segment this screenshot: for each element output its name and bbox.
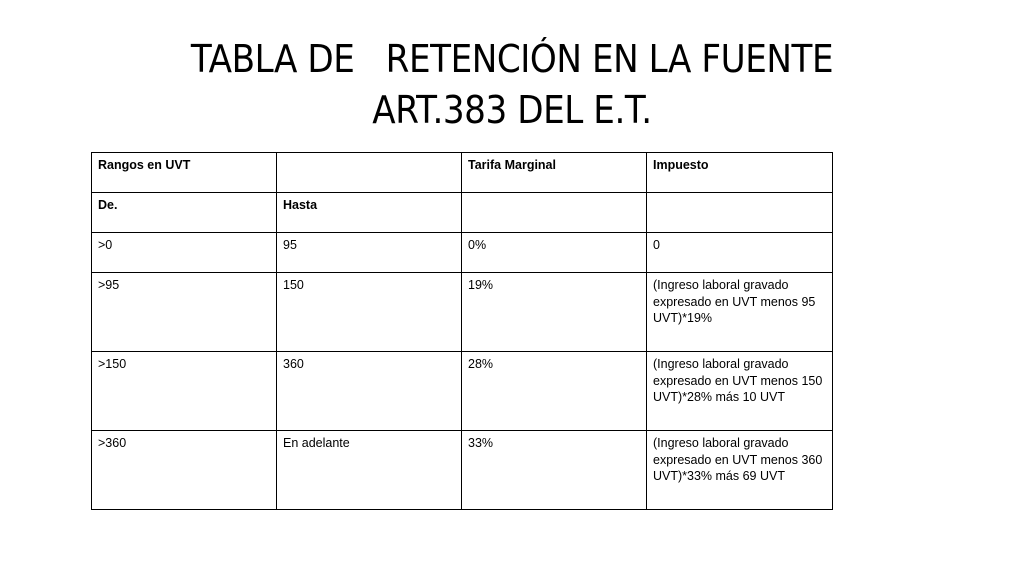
retention-table (91, 152, 833, 510)
header-cell-empty (277, 153, 462, 193)
cell-de: >150 (92, 352, 277, 431)
cell-hasta: 360 (277, 352, 462, 431)
header-cell-rangos: Rangos en UVT (92, 153, 277, 193)
cell-impuesto: (Ingreso laboral gravado expresado en UVT menos 95 UVT)*19% (647, 273, 833, 352)
cell-de: >0 (92, 233, 277, 273)
cell-de: >95 (92, 273, 277, 352)
subheader-cell-hasta: Hasta (277, 193, 462, 233)
cell-hasta: 150 (277, 273, 462, 352)
table-row (92, 233, 833, 273)
cell-hasta: 95 (277, 233, 462, 273)
cell-tarifa: 33% (462, 431, 647, 510)
table-row (92, 352, 833, 431)
table-row (92, 273, 833, 352)
header-cell-impuesto: Impuesto (647, 153, 833, 193)
table-header-row (92, 153, 833, 193)
cell-tarifa: 0% (462, 233, 647, 273)
slide-title-line-1: TABLA DE RETENCIÓN EN LA FUENTE (190, 37, 834, 81)
subheader-cell-empty (462, 193, 647, 233)
cell-hasta: En adelante (277, 431, 462, 510)
table-subheader-row (92, 193, 833, 233)
slide-title-line-2: ART.383 DEL E.T. (372, 88, 652, 132)
cell-de: >360 (92, 431, 277, 510)
table-row (92, 431, 833, 510)
cell-tarifa: 28% (462, 352, 647, 431)
slide-title (51, 34, 973, 136)
cell-tarifa: 19% (462, 273, 647, 352)
header-cell-tarifa: Tarifa Marginal (462, 153, 647, 193)
subheader-cell-de: De. (92, 193, 277, 233)
cell-impuesto: 0 (647, 233, 833, 273)
cell-impuesto: (Ingreso laboral gravado expresado en UVT menos 360 UVT)*33% más 69 UVT (647, 431, 833, 510)
cell-impuesto: (Ingreso laboral gravado expresado en UVT menos 150 UVT)*28% más 10 UVT (647, 352, 833, 431)
subheader-cell-empty (647, 193, 833, 233)
